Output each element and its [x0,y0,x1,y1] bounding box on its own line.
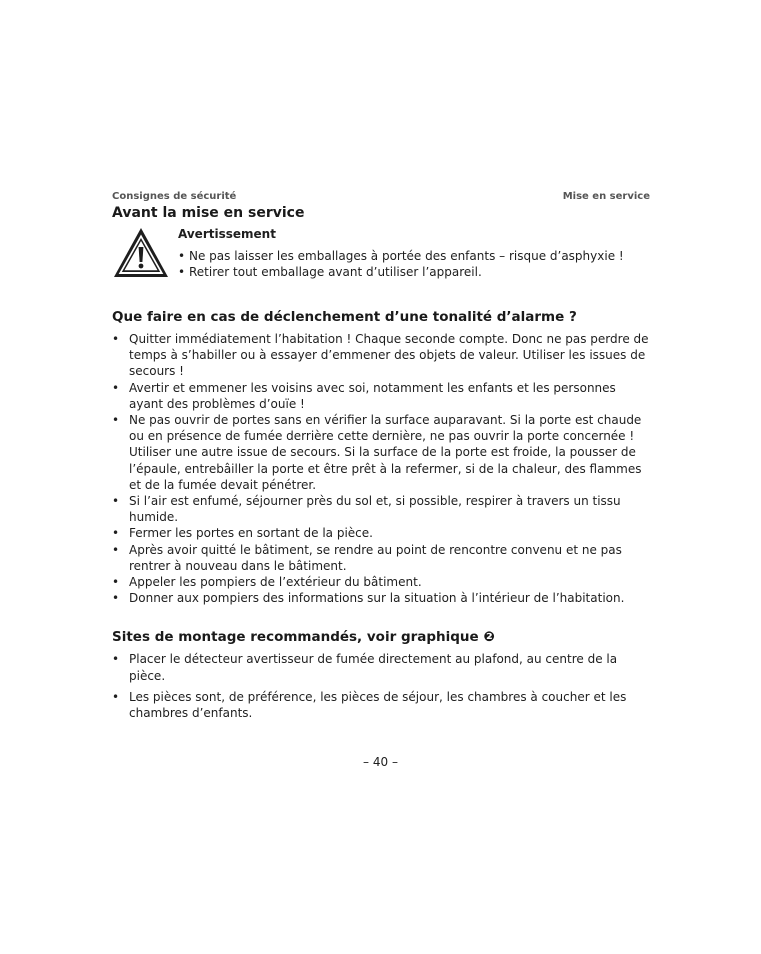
running-header [112,189,650,204]
alarm-list [112,331,650,606]
page-number: – 40 – [363,755,398,769]
list-item: • Appeler les pompiers de l’extérieur du bâtiment. [112,574,650,590]
list-item: • Placer le détecteur avertisseur de fumée directement au plafond, au centre de la pièce. [112,651,650,683]
list-item: • Retirer tout emballage avant d’utiliser l’appareil. [178,264,624,280]
warning-triangle-icon [112,226,170,280]
header-left: Consignes de sécurité [112,191,237,202]
mounting-section [112,628,650,721]
list-item: • Ne pas laisser les emballages à portée des enfants – risque d’asphyxie ! [178,248,624,264]
warning-title: Avertissement [178,227,276,241]
page-content [112,189,650,721]
section-title-alarm: Que faire en cas de déclenchement d’une tonalité d’alarme ? [112,309,577,325]
list-item: • Si l’air est enfumé, séjourner près du sol et, si possible, respirer à travers un tissu humide. [112,493,650,525]
section-title-mounting: Sites de montage recommandés, voir graphique ❷ [112,629,495,646]
list-item: • Fermer les portes en sortant de la pièce. [112,525,650,541]
list-item: • Après avoir quitté le bâtiment, se rendre au point de rencontre convenu et ne pas rentrer à nouveau dans le bâtiment. [112,542,650,574]
section-title-before-use: Avant la mise en service [112,205,305,221]
warning-list [178,248,624,280]
list-item: • Donner aux pompiers des informations sur la situation à l’intérieur de l’habitation. [112,590,650,606]
list-item: • Ne pas ouvrir de portes sans en vérifier la surface auparavant. Si la porte est chaude ou en présence de fumée derrière cette dernière, ne pas ouvrir la porte concernée ! Utiliser une autre issue de secours. Si la surface de la porte est froide, la pousser de l’épaule, entrebâiller la porte et être prêt à la refermer, si de la chaleur, des flammes et de la fumée devait pénétrer. [112,412,650,493]
warning-box [112,222,650,278]
alarm-section [112,308,650,606]
list-item: • Quitter immédiatement l’habitation ! Chaque seconde compte. Donc ne pas perdre de temps à s’habiller ou à essayer d’emmener des objets de valeur. Utiliser les issues de secours ! [112,331,650,380]
header-right: Mise en service [562,191,650,202]
list-item: • Les pièces sont, de préférence, les pièces de séjour, les chambres à coucher et les chambres d’enfants. [112,689,650,721]
list-item: • Avertir et emmener les voisins avec soi, notamment les enfants et les personnes ayant des problèmes d’ouïe ! [112,380,650,412]
mounting-list [112,651,650,721]
warning-body [178,222,624,278]
